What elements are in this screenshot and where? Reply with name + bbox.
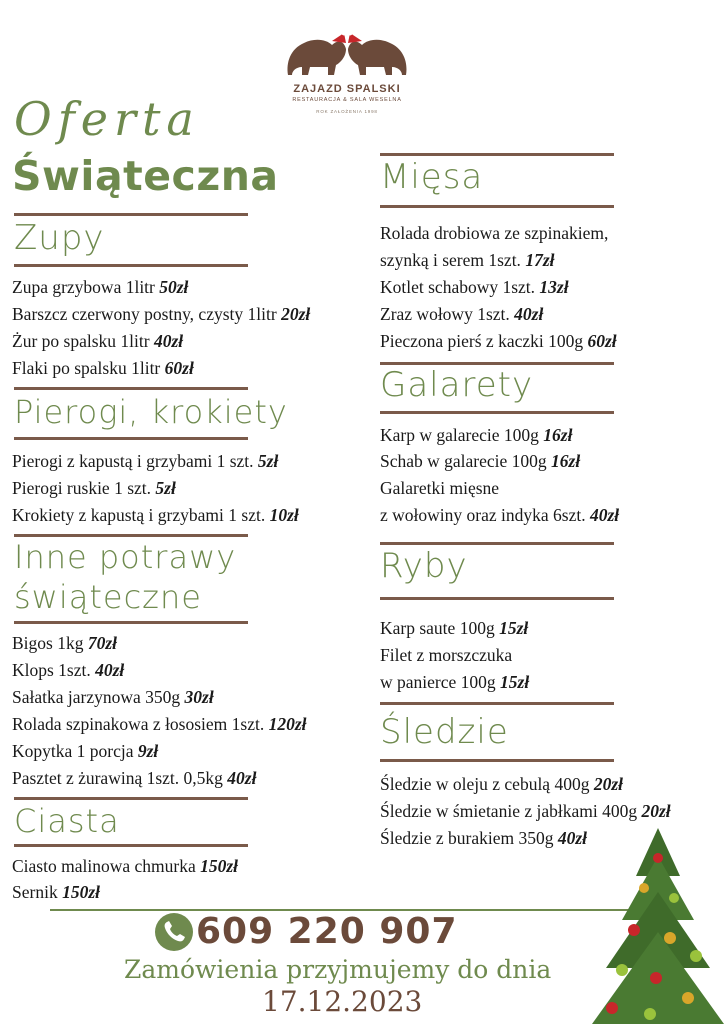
item-price: 20zł	[281, 304, 311, 324]
menu-item: Pieczona pierś z kaczki 100g 60zł	[380, 331, 617, 351]
menu-item: z wołowiny oraz indyka 6szt. 40zł	[380, 505, 620, 525]
section-divider	[380, 759, 614, 762]
item-price: 30zł	[184, 687, 214, 707]
section-divider	[14, 213, 248, 216]
item-price: 9zł	[137, 741, 159, 761]
menu-item: Sałatka jarzynowa 350g 30zł	[12, 687, 214, 707]
item-price: 15zł	[500, 672, 530, 692]
section-divider	[14, 264, 248, 267]
order-deadline-date: 17.12.2023	[262, 985, 423, 1018]
section-heading-inne-potrawy: Inne potrawy	[14, 538, 237, 576]
menu-item: Barszcz czerwony postny, czysty 1litr 20zł	[12, 304, 311, 324]
menu-item: Pierogi ruskie 1 szt. 5zł	[12, 478, 176, 498]
item-price: 5zł	[257, 451, 279, 471]
item-price: 70zł	[87, 633, 118, 653]
menu-item: Zraz wołowy 1szt. 40zł	[380, 304, 544, 324]
section-divider	[14, 797, 248, 800]
christmas-tree-icon	[592, 828, 724, 1024]
item-price: 15zł	[499, 618, 529, 638]
menu-item: Pasztet z żurawiną 1szt. 0,5kg 40zł	[12, 768, 257, 788]
section-divider	[380, 597, 614, 600]
title-oferta: Oferta	[14, 92, 200, 146]
menu-item: Sernik 150zł	[12, 882, 101, 902]
brand-since: ROK ZAŁOŻENIA 1998	[316, 109, 378, 114]
item-price: 20zł	[593, 774, 624, 794]
orders-info: Zamówienia przyjmujemy do dnia	[124, 955, 552, 984]
menu-item: Karp w galarecie 100g 16zł	[380, 425, 573, 445]
item-price: 40zł	[95, 660, 125, 680]
brand-subtitle: RESTAURACJA & SALA WESELNA	[292, 97, 402, 103]
item-price: 50zł	[159, 277, 189, 297]
section-heading-miesa: Mięsa	[380, 157, 484, 197]
item-price: 40zł	[227, 768, 257, 788]
section-heading-ryby: Ryby	[380, 546, 468, 586]
section-divider	[380, 205, 614, 208]
item-price: 150zł	[62, 882, 101, 902]
phone-number[interactable]: 609 220 907	[196, 911, 458, 952]
item-price: 17zł	[525, 250, 555, 270]
brand-name: ZAJAZD SPALSKI	[293, 83, 401, 95]
menu-item: Ciasto malinowa chmurka 150zł	[12, 856, 239, 876]
item-price: 120zł	[268, 714, 307, 734]
section-heading-sledzie: Śledzie	[380, 712, 509, 752]
item-price: 13zł	[539, 277, 569, 297]
menu-item: Filet z morszczuka	[380, 645, 513, 665]
menu-item: Śledzie w oleju z cebulą 400g 20zł	[380, 774, 624, 794]
section-divider	[14, 621, 248, 624]
item-price: 40zł	[153, 331, 184, 351]
section-divider	[380, 411, 614, 414]
menu-item: Flaki po spalsku 1litr 60zł	[12, 358, 194, 378]
menu-item: Karp saute 100g 15zł	[380, 618, 529, 638]
menu-item: Rolada szpinakowa z łososiem 1szt. 120zł	[12, 714, 307, 734]
menu-item: szynką i serem 1szt. 17zł	[380, 250, 555, 270]
item-price: 60zł	[164, 358, 194, 378]
section-divider	[380, 542, 614, 545]
menu-item: w panierce 100g 15zł	[380, 672, 530, 692]
section-divider	[380, 153, 614, 156]
section-heading-zupy: Zupy	[14, 218, 105, 258]
item-price: 150zł	[200, 856, 239, 876]
menu-item: Krokiety z kapustą i grzybami 1 szt. 10zł	[12, 505, 299, 525]
section-divider	[380, 702, 614, 705]
menu-item: Śledzie z burakiem 350g 40zł	[380, 828, 588, 848]
section-heading-ciasta: Ciasta	[14, 802, 120, 840]
item-price: 5zł	[155, 478, 176, 498]
item-price: 40zł	[589, 505, 620, 525]
item-price: 20zł	[641, 801, 671, 821]
menu-item: Kotlet schabowy 1szt. 13zł	[380, 277, 569, 297]
section-divider	[14, 534, 248, 537]
section-heading-pierogi: Pierogi, krokiety	[14, 393, 288, 431]
section-divider	[14, 437, 248, 440]
menu-item: Rolada drobiowa ze szpinakiem,	[380, 223, 609, 243]
menu-item: Galaretki mięsne	[380, 478, 500, 498]
section-heading-galarety: Galarety	[380, 365, 534, 405]
brand-logo	[280, 25, 414, 125]
menu-item: Schab w galarecie 100g 16zł	[380, 451, 581, 471]
title-swiateczna: Świąteczna	[12, 152, 279, 200]
menu-item: Kopytka 1 porcja 9zł	[12, 741, 159, 761]
section-divider	[14, 844, 248, 847]
item-price: 60zł	[587, 331, 617, 351]
section-heading-swiateczne: świąteczne	[14, 578, 202, 616]
menu-item: Klops 1szt. 40zł	[12, 660, 125, 680]
item-price: 16zł	[543, 425, 573, 445]
menu-item: Śledzie w śmietanie z jabłkami 400g 20zł	[380, 801, 671, 821]
menu-item: Żur po spalsku 1litr 40zł	[12, 331, 184, 351]
menu-item: Bigos 1kg 70zł	[12, 633, 118, 653]
item-price: 40zł	[557, 828, 588, 848]
item-price: 16zł	[551, 451, 581, 471]
item-price: 10zł	[269, 505, 299, 525]
section-divider	[14, 387, 248, 390]
menu-item: Zupa grzybowa 1litr 50zł	[12, 277, 189, 297]
bison-logo-icon	[280, 25, 414, 81]
item-price: 40zł	[514, 304, 544, 324]
menu-item: Pierogi z kapustą i grzybami 1 szt. 5zł	[12, 451, 279, 471]
